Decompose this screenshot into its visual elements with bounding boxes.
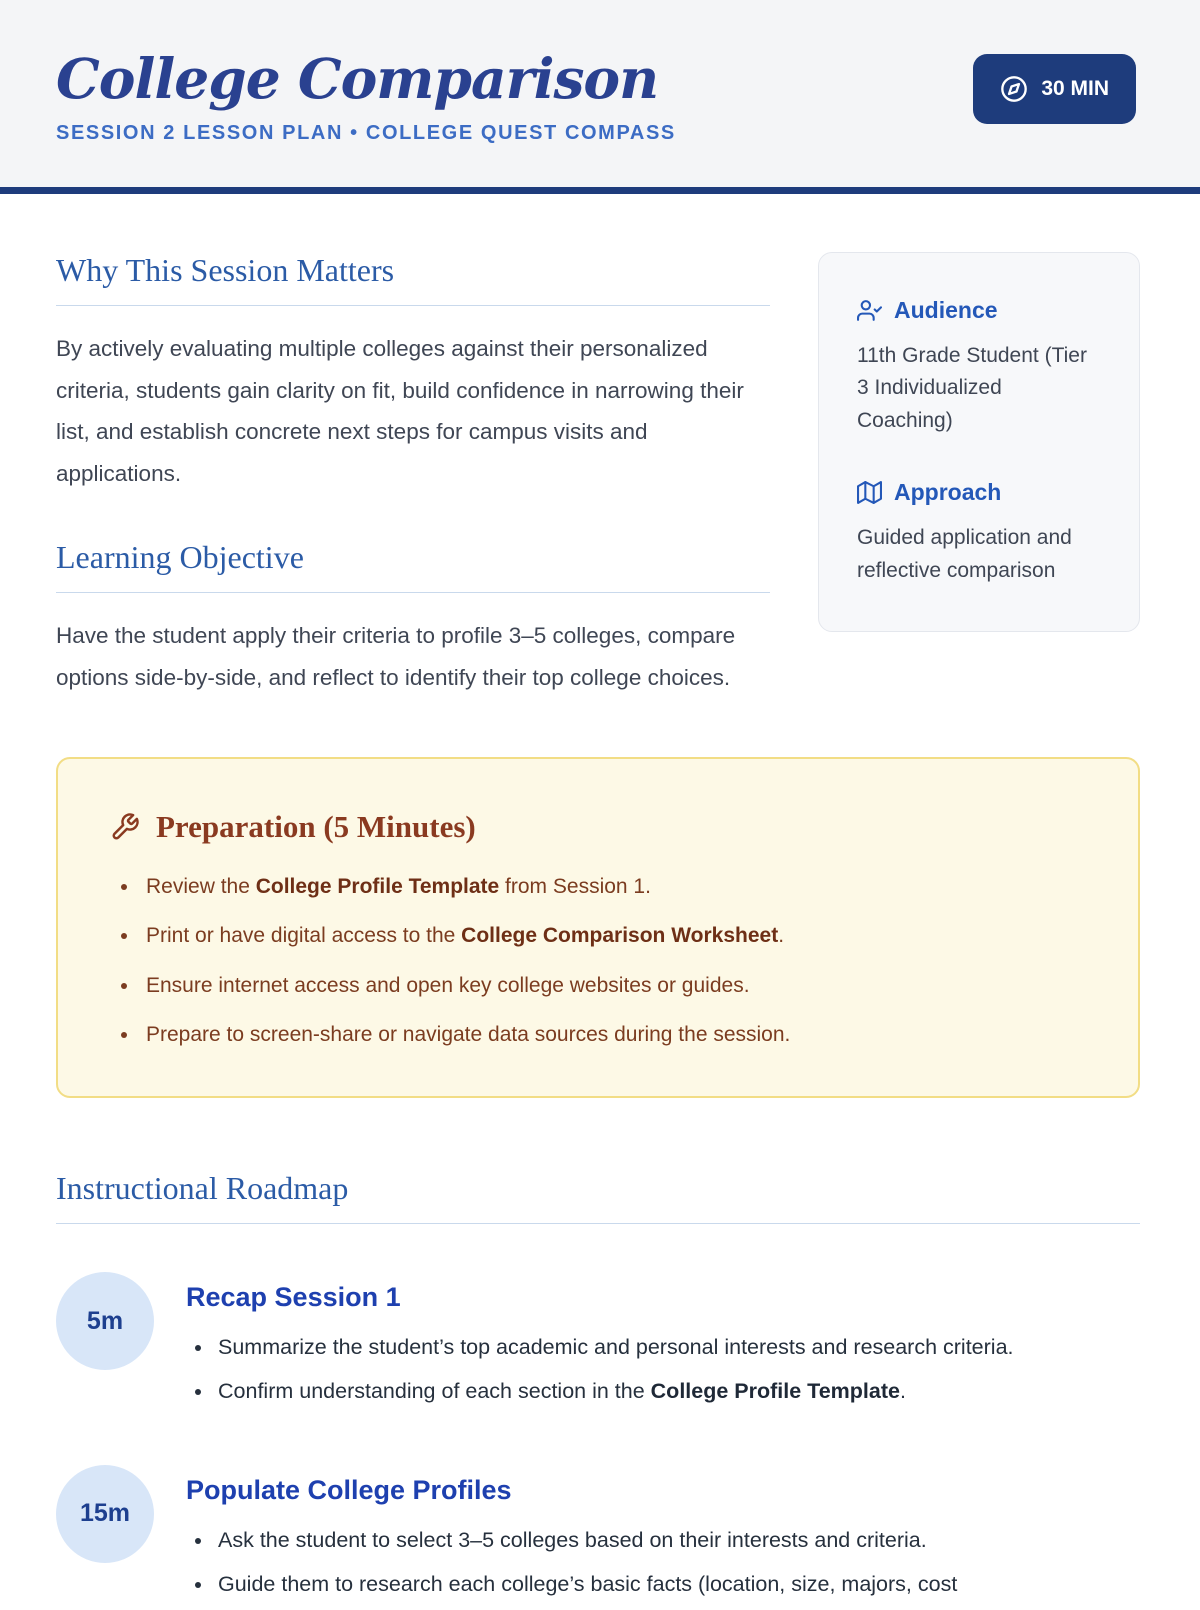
prep-item-text: . [778,924,785,948]
user-check-icon [857,298,882,323]
info-card [818,252,1140,633]
prep-item-text: Ensure internet access and open key college websites or guides. [146,973,750,997]
why-heading: Why This Session Matters [56,252,770,306]
why-body: By actively evaluating multiple colleges against their personalized criteria, students gain clarity on fit, build confidence in narrowing their list, and establish concrete next steps for campus visits and applications. [56,335,744,487]
wrench-icon [110,812,140,842]
step-content [186,1272,1014,1417]
page-title: College Comparison [56,46,659,111]
step-item-text: Confirm understanding of each section in the [218,1378,651,1403]
duration-circle: 5m [56,1272,154,1370]
roadmap-heading: Instructional Roadmap [56,1170,1140,1224]
list-item [214,1566,957,1603]
step-list [186,1522,957,1603]
prep-item-bold: College Profile Template [255,874,500,898]
step-list [186,1329,1014,1410]
audience-block [857,297,1101,438]
step-item-text: Summarize the student’s top academic and personal interests and research criteria. [218,1335,1014,1359]
prep-item-text: from Session 1. [499,874,651,898]
step-item-text: Ask the student to select 3–5 colleges based on their interests and criteria. [218,1527,927,1552]
audience-heading-row [857,297,1101,324]
list-item [214,1373,1014,1410]
section-objective [56,539,770,699]
list-item [140,970,1086,1003]
step-title: Populate College Profiles [186,1474,512,1505]
duration-badge [973,54,1136,124]
section-why [56,252,770,495]
list-item [140,1019,1086,1052]
approach-heading: Approach [894,479,1002,506]
list-item [214,1522,957,1559]
objective-body: Have the student apply their criteria to profile 3–5 colleges, compare options side-by-side, and reflect to identify their top college choices. [56,623,736,690]
map-icon [857,480,882,505]
list-item [214,1329,1014,1366]
preparation-heading-row [110,809,1086,845]
header-divider [0,187,1200,194]
prep-item-bold: College Comparison Worksheet [461,924,779,948]
roadmap-section [56,1170,1140,1610]
roadmap-step-2 [56,1465,1140,1610]
prep-item-text: Review the [146,874,256,898]
duration-label: 30 MIN [1041,77,1109,100]
step-content [186,1465,957,1610]
content [0,252,1200,1610]
objective-heading: Learning Objective [56,539,770,593]
audience-heading: Audience [894,296,998,323]
step-item-text: . [899,1378,906,1403]
header-titles [56,46,676,145]
roadmap-step-1 [56,1272,1140,1417]
intro-columns [56,252,1140,699]
approach-block [857,479,1101,587]
approach-heading-row [857,479,1101,506]
duration-circle: 15m [56,1465,154,1563]
step-item-text: Guide them to research each college’s basic facts (location, size, majors, cost [218,1571,958,1596]
prep-item-text: Print or have digital access to the [146,924,462,948]
header [0,0,1200,187]
approach-body: Guided application and reflective comparison [857,526,1072,582]
audience-body: 11th Grade Student (Tier 3 Individualized Coaching) [857,343,1087,432]
main-column [56,252,770,699]
list-item [140,920,1086,953]
preparation-box [56,757,1140,1098]
preparation-list [110,871,1086,1052]
compass-icon [1000,75,1028,103]
step-item-bold: College Profile Template [650,1378,900,1403]
preparation-heading: Preparation (5 Minutes) [156,808,476,844]
step-title: Recap Session 1 [186,1282,401,1312]
prep-item-text: Prepare to screen-share or navigate data sources during the session. [146,1023,791,1047]
list-item [140,871,1086,904]
page-subtitle: SESSION 2 LESSON PLAN • COLLEGE QUEST COMPASS [56,121,676,144]
